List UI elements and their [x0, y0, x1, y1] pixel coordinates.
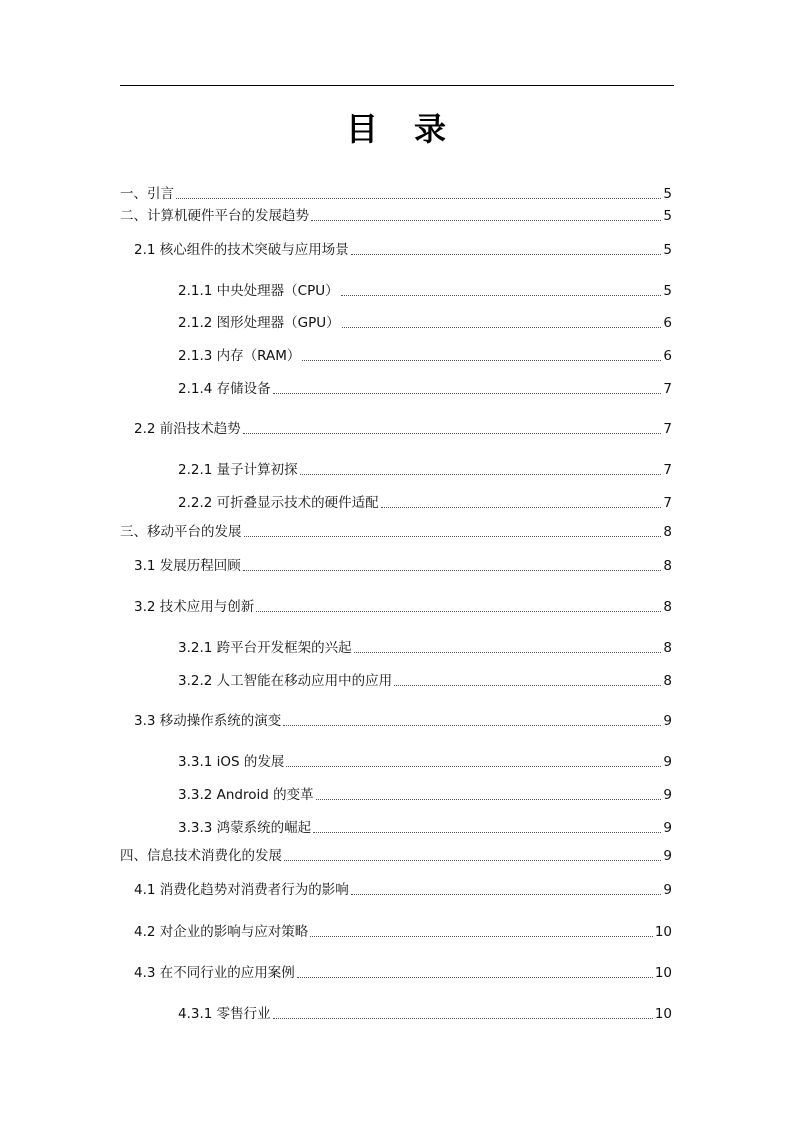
toc-entry-label: 2.1.1 中央处理器（CPU） — [178, 283, 339, 299]
toc-entry-label: 二、计算机硬件平台的发展趋势 — [120, 208, 309, 224]
toc-entry-3-2-1[interactable] — [178, 638, 672, 658]
dot-leader — [297, 977, 653, 978]
toc-entry-page: 7 — [663, 381, 672, 397]
toc-entry-page: 9 — [663, 820, 672, 836]
toc-entry-page: 8 — [663, 673, 672, 689]
toc-entry-2-2-2[interactable] — [178, 493, 672, 513]
toc-entry-page: 7 — [663, 462, 672, 478]
toc-entry-page: 5 — [663, 208, 672, 224]
dot-leader — [316, 799, 662, 800]
toc-entry-page: 8 — [663, 558, 672, 574]
toc-entry-page: 10 — [654, 965, 672, 981]
toc-entry-4-2[interactable] — [134, 922, 672, 942]
toc-entry-label: 2.1.4 存储设备 — [178, 381, 271, 397]
toc-entry-page: 9 — [663, 848, 672, 864]
toc-entry-label: 3.1 发展历程回顾 — [134, 558, 241, 574]
toc-entry-label: 2.1.3 内存（RAM） — [178, 348, 301, 364]
dot-leader — [351, 894, 662, 895]
dot-leader — [300, 474, 662, 475]
dot-leader — [311, 220, 661, 221]
dot-leader — [176, 198, 661, 199]
toc-entry-4-3[interactable] — [134, 963, 672, 983]
toc-entry-page: 7 — [663, 421, 672, 437]
toc-entry-page: 10 — [654, 924, 672, 940]
toc-entry-page: 6 — [663, 348, 672, 364]
toc-entry-page: 8 — [663, 640, 672, 656]
toc-entry-page: 5 — [663, 186, 672, 202]
toc-entry-2-1-1[interactable] — [178, 281, 672, 301]
toc-entry-label: 2.2.1 量子计算初探 — [178, 462, 298, 478]
dot-leader — [313, 832, 661, 833]
toc-entry-3-2-2[interactable] — [178, 671, 672, 691]
dot-leader — [243, 570, 662, 571]
toc-entry-label: 4.3.1 零售行业 — [178, 1006, 271, 1022]
toc-entry-introduction[interactable] — [120, 184, 672, 204]
toc-entry-page: 5 — [663, 283, 672, 299]
dot-leader — [354, 652, 662, 653]
dot-leader — [273, 1018, 653, 1019]
toc-entry-page: 6 — [663, 315, 672, 331]
toc-entry-page: 9 — [663, 787, 672, 803]
toc-entry-label: 2.1 核心组件的技术突破与应用场景 — [134, 242, 349, 258]
toc-entry-page: 9 — [663, 713, 672, 729]
toc-entry-label: 一、引言 — [120, 186, 174, 202]
dot-leader — [256, 611, 661, 612]
toc-entry-2-1[interactable] — [134, 240, 672, 260]
title-char-2: 录 — [414, 110, 449, 148]
toc-entry-page: 7 — [663, 495, 672, 511]
dot-leader — [284, 860, 661, 861]
toc-entry-label: 三、移动平台的发展 — [120, 524, 242, 540]
dot-leader — [286, 766, 661, 767]
toc-entry-2-1-3[interactable] — [178, 346, 672, 366]
toc-entry-label: 4.2 对企业的影响与应对策略 — [134, 924, 309, 940]
title-char-1: 目 — [345, 110, 380, 148]
toc-entry-label: 3.2.1 跨平台开发框架的兴起 — [178, 640, 352, 656]
toc-entry-3-3-1[interactable] — [178, 752, 672, 772]
dot-leader — [381, 507, 662, 508]
dot-leader — [342, 327, 662, 328]
toc-entry-3-3-3[interactable] — [178, 818, 672, 838]
toc-entry-label: 2.1.2 图形处理器（GPU） — [178, 315, 340, 331]
toc-entry-2-2[interactable] — [134, 419, 672, 439]
toc-entry-label: 3.3 移动操作系统的演变 — [134, 713, 282, 729]
toc-entry-2-1-4[interactable] — [178, 379, 672, 399]
toc-entry-label: 2.2.2 可折叠显示技术的硬件适配 — [178, 495, 379, 511]
toc-entry-chapter-2[interactable] — [120, 206, 672, 226]
toc-entry-page: 5 — [663, 242, 672, 258]
toc-entry-chapter-3[interactable] — [120, 522, 672, 542]
dot-leader — [243, 433, 662, 434]
toc-entry-4-3-1[interactable] — [178, 1004, 672, 1024]
toc-entry-label: 4.1 消费化趋势对消费者行为的影响 — [134, 882, 349, 898]
toc-entry-3-3-2[interactable] — [178, 785, 672, 805]
toc-entry-label: 3.3.3 鸿蒙系统的崛起 — [178, 820, 312, 836]
toc-entry-label: 3.2 技术应用与创新 — [134, 599, 255, 615]
toc-entry-label: 3.3.2 Android 的变革 — [178, 787, 314, 803]
toc-entry-page: 8 — [663, 524, 672, 540]
toc-entry-label: 四、信息技术消费化的发展 — [120, 848, 282, 864]
dot-leader — [394, 685, 661, 686]
toc-entry-page: 8 — [663, 599, 672, 615]
toc-entry-2-1-2[interactable] — [178, 313, 672, 333]
dot-leader — [341, 295, 662, 296]
toc-entry-2-2-1[interactable] — [178, 460, 672, 480]
toc-entry-3-2[interactable] — [134, 597, 672, 617]
dot-leader — [351, 254, 662, 255]
toc-entry-label: 2.2 前沿技术趋势 — [134, 421, 241, 437]
toc-entry-label: 4.3 在不同行业的应用案例 — [134, 965, 295, 981]
toc-entry-label: 3.3.1 iOS 的发展 — [178, 754, 285, 770]
dot-leader — [283, 725, 661, 726]
dot-leader — [244, 536, 662, 537]
toc-entry-page: 9 — [663, 754, 672, 770]
toc-entry-3-3[interactable] — [134, 711, 672, 731]
toc-entry-page: 10 — [654, 1006, 672, 1022]
toc-entry-4-1[interactable] — [134, 880, 672, 900]
toc-entry-3-1[interactable] — [134, 556, 672, 576]
toc-entry-label: 3.2.2 人工智能在移动应用中的应用 — [178, 673, 393, 689]
dot-leader — [273, 393, 662, 394]
dot-leader — [302, 360, 661, 361]
toc-entry-chapter-4[interactable] — [120, 846, 672, 866]
toc-entry-page: 9 — [663, 882, 672, 898]
dot-leader — [310, 936, 653, 937]
